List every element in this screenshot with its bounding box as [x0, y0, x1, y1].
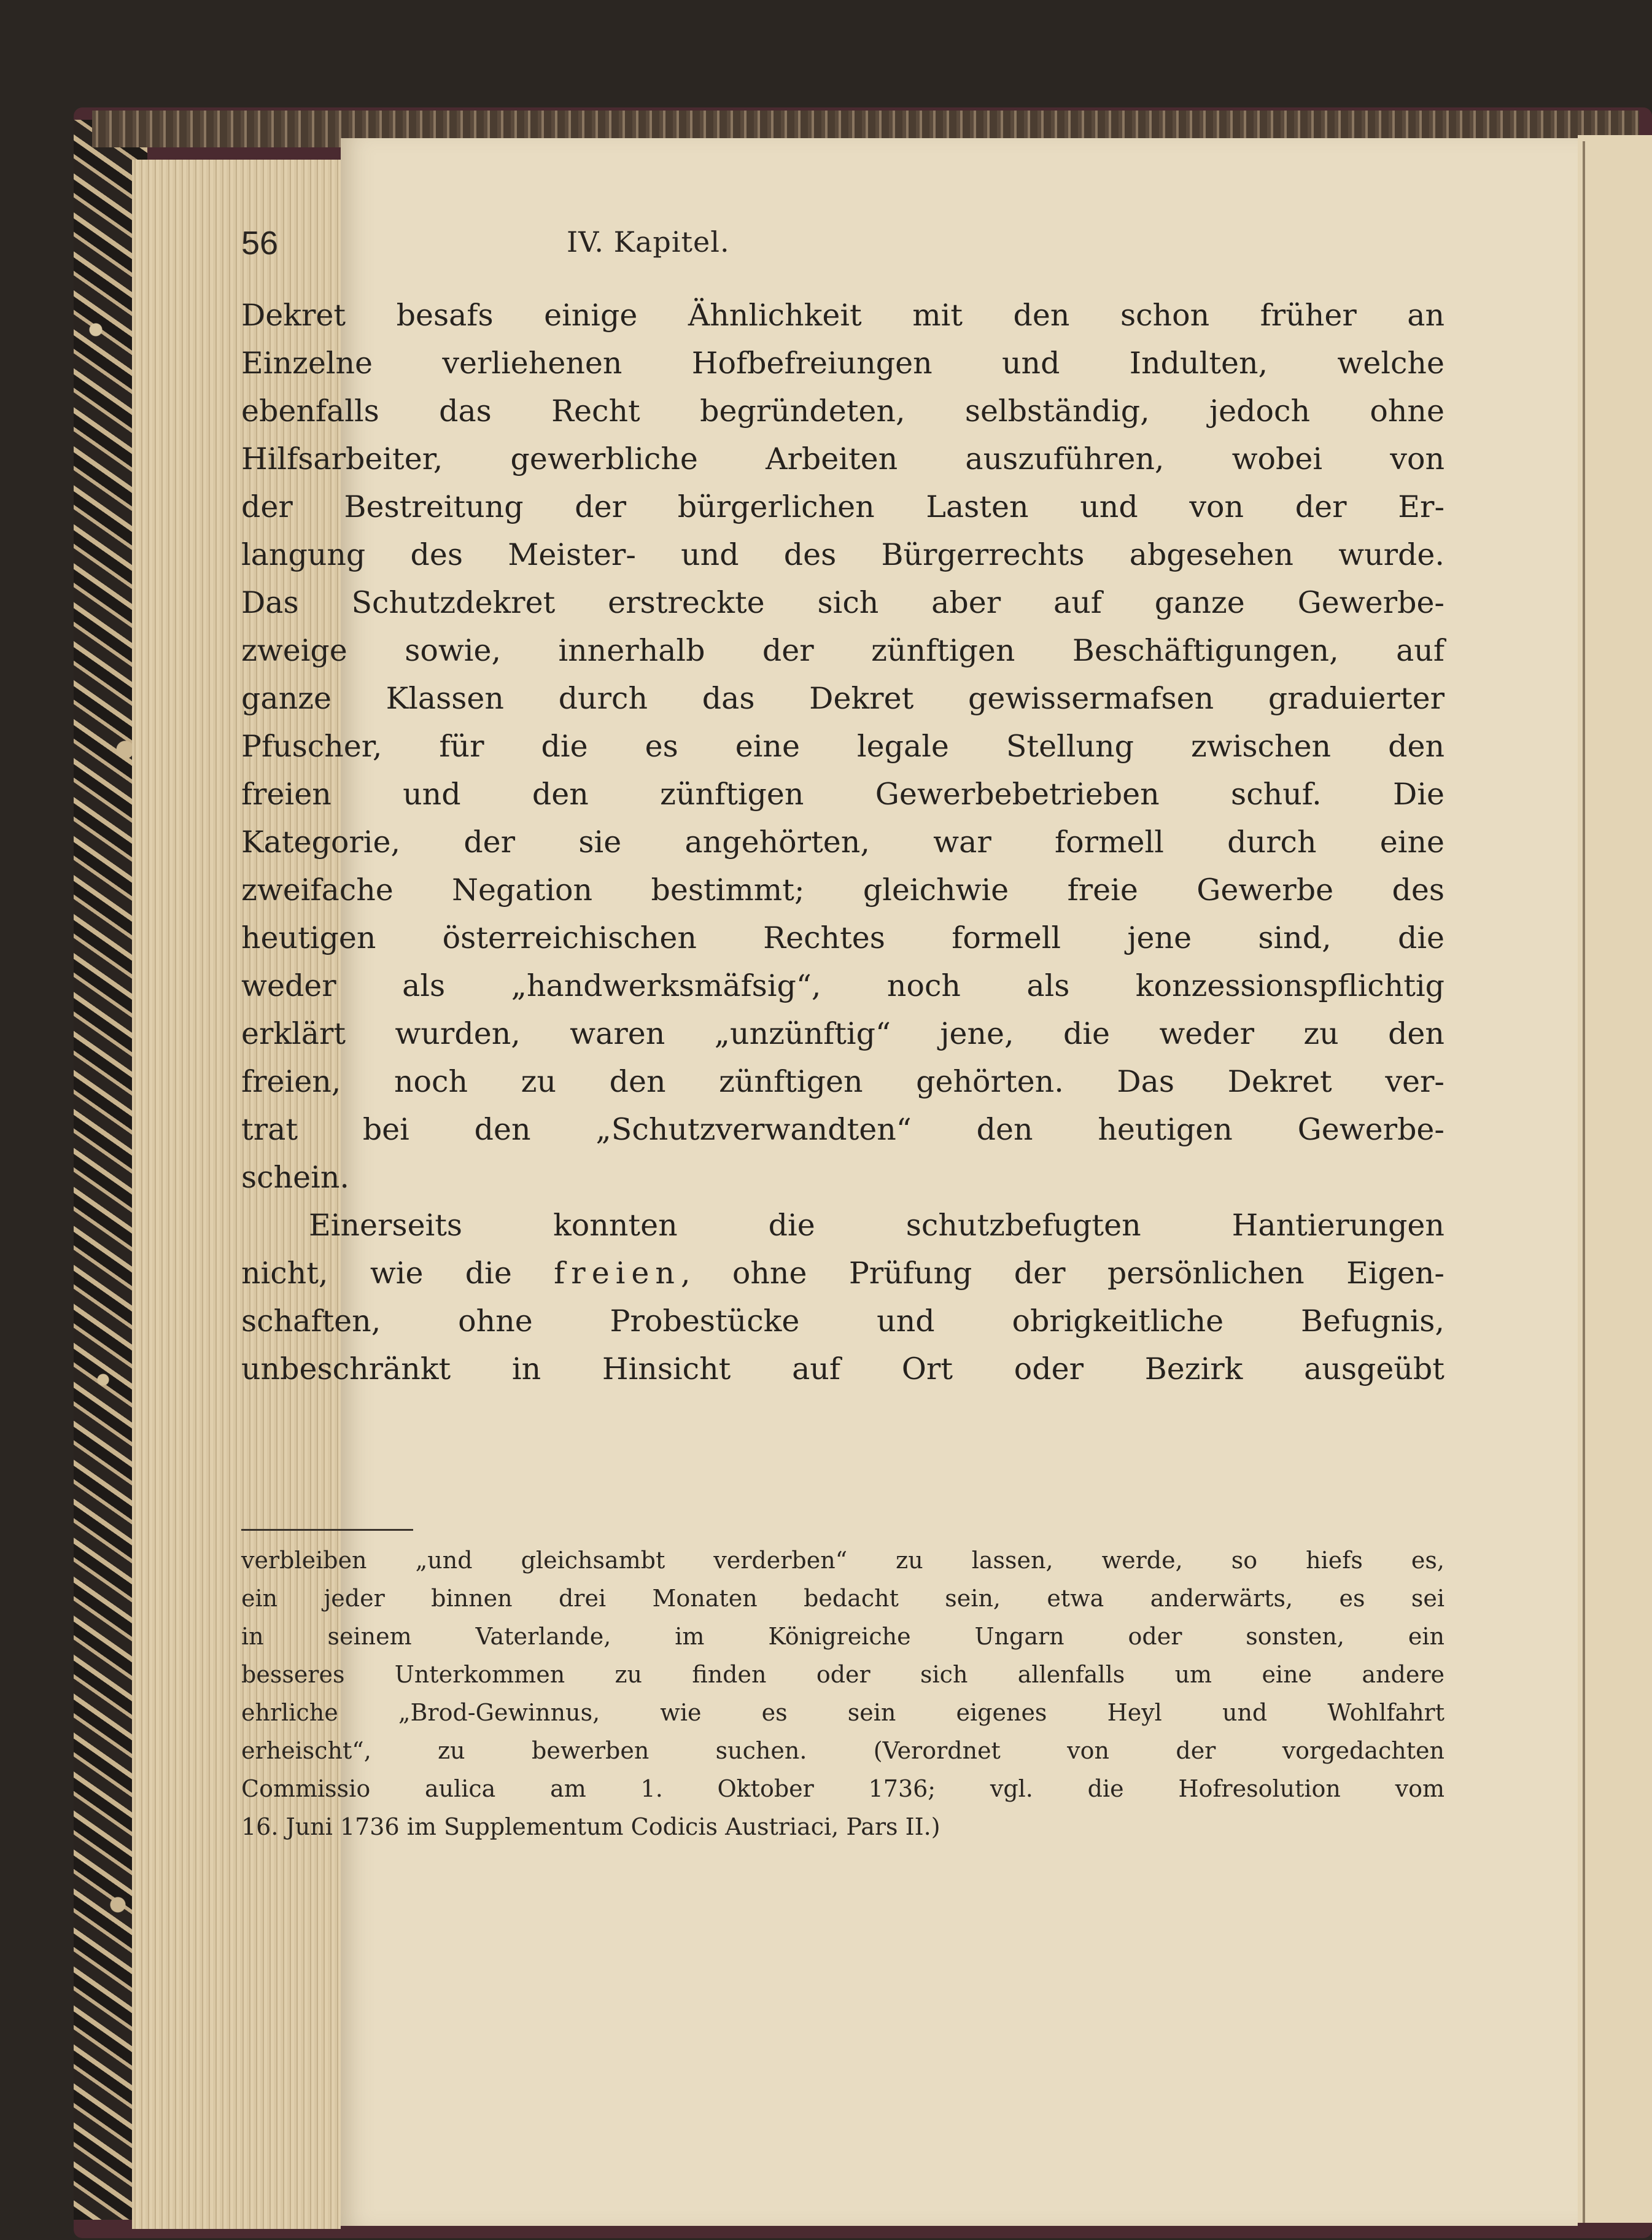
footnote [241, 1541, 1445, 1846]
text-line: ebenfalls das Recht begründeten, selbständig, jedoch ohne [241, 394, 1445, 429]
text-line: der Bestreitung der bürgerlichen Lasten und von der Er- [241, 489, 1445, 524]
footnote-line: ein jeder binnen drei Monaten bedacht sein, etwa anderwärts, es sei [241, 1585, 1445, 1612]
text-line: Pfuscher, für die es eine legale Stellung zwischen den [241, 729, 1445, 764]
facing-page-strip [1578, 135, 1652, 2223]
footnote-line: erheischt“, zu bewerben suchen. (Verordnet von der vorgedachten [241, 1737, 1445, 1764]
text-line: trat bei den „Schutzverwandten“ den heutigen Gewerbe- [241, 1112, 1445, 1147]
footnote-line: besseres Unterkommen zu finden oder sich allenfalls um eine andere [241, 1661, 1445, 1688]
footnote-line: Commissio aulica am 1. Oktober 1736; vgl. die Hofresolution vom [241, 1775, 1445, 1802]
text-line: Kategorie, der sie angehörten, war formell durch eine [241, 825, 1445, 860]
body-text [241, 292, 1445, 1393]
text-line: zweifache Negation bestimmt; gleichwie freie Gewerbe des [241, 873, 1445, 908]
gutter-line [1583, 141, 1585, 2223]
text-line: heutigen österreichischen Rechtes formell jene sind, die [241, 920, 1445, 955]
text-line: Dekret besafs einige Ähnlichkeit mit den schon früher an [241, 298, 1445, 333]
text-line: ganze Klassen durch das Dekret gewissermafsen graduierter [241, 681, 1445, 716]
paragraph-first-line: Einerseits konnten die schutzbefugten Hantierungen [309, 1208, 1445, 1243]
text-segment: , ohne Prüfung der persönlichen Eigen- [680, 1256, 1445, 1291]
text-line: Hilfsarbeiter, gewerbliche Arbeiten auszuführen, wobei von [241, 441, 1445, 476]
running-head [241, 224, 1445, 267]
footnote-line: verbleiben „und gleichsambt verderben“ zu lassen, werde, so hiefs es, [241, 1547, 1445, 1574]
text-line: Einzelne verliehenen Hofbefreiungen und Indulten, welche [241, 346, 1445, 381]
footnote-line: ehrliche „Brod-Gewinnus, wie es sein eigenes Heyl und Wohlfahrt [241, 1699, 1445, 1726]
footnote-rule [241, 1529, 413, 1531]
text-segment: nicht, wie die [241, 1256, 554, 1291]
chapter-title: IV. Kapitel. [567, 225, 730, 259]
footnote-line: 16. Juni 1736 im Supplementum Codicis Austriaci, Pars II.) [241, 1813, 940, 1840]
text-line: langung des Meister- und des Bürgerrechts abgesehen wurde. [241, 537, 1445, 572]
footnote-line: in seinem Vaterlande, im Königreiche Ungarn oder sonsten, ein [241, 1623, 1445, 1650]
text-line-emphasis [241, 1250, 1445, 1297]
text-line: erklärt wurden, waren „unzünftig“ jene, die weder zu den [241, 1016, 1445, 1051]
text-line: schaften, ohne Probestücke und obrigkeitliche Befugnis, [241, 1304, 1445, 1339]
text-line: Das Schutzdekret erstreckte sich aber auf ganze Gewerbe- [241, 585, 1445, 620]
text-line: schein. [241, 1160, 349, 1195]
page-number: 56 [241, 225, 279, 262]
spaced-emphasis: freien [554, 1256, 681, 1291]
text-line: unbeschränkt in Hinsicht auf Ort oder Bezirk ausgeübt [241, 1351, 1445, 1386]
text-line: zweige sowie, innerhalb der zünftigen Beschäftigungen, auf [241, 633, 1445, 668]
text-line: freien und den zünftigen Gewerbebetrieben schuf. Die [241, 777, 1445, 812]
text-line: freien, noch zu den zünftigen gehörten. Das Dekret ver- [241, 1064, 1445, 1099]
text-line: weder als „handwerksmäfsig“, noch als konzessionspflichtig [241, 968, 1445, 1003]
